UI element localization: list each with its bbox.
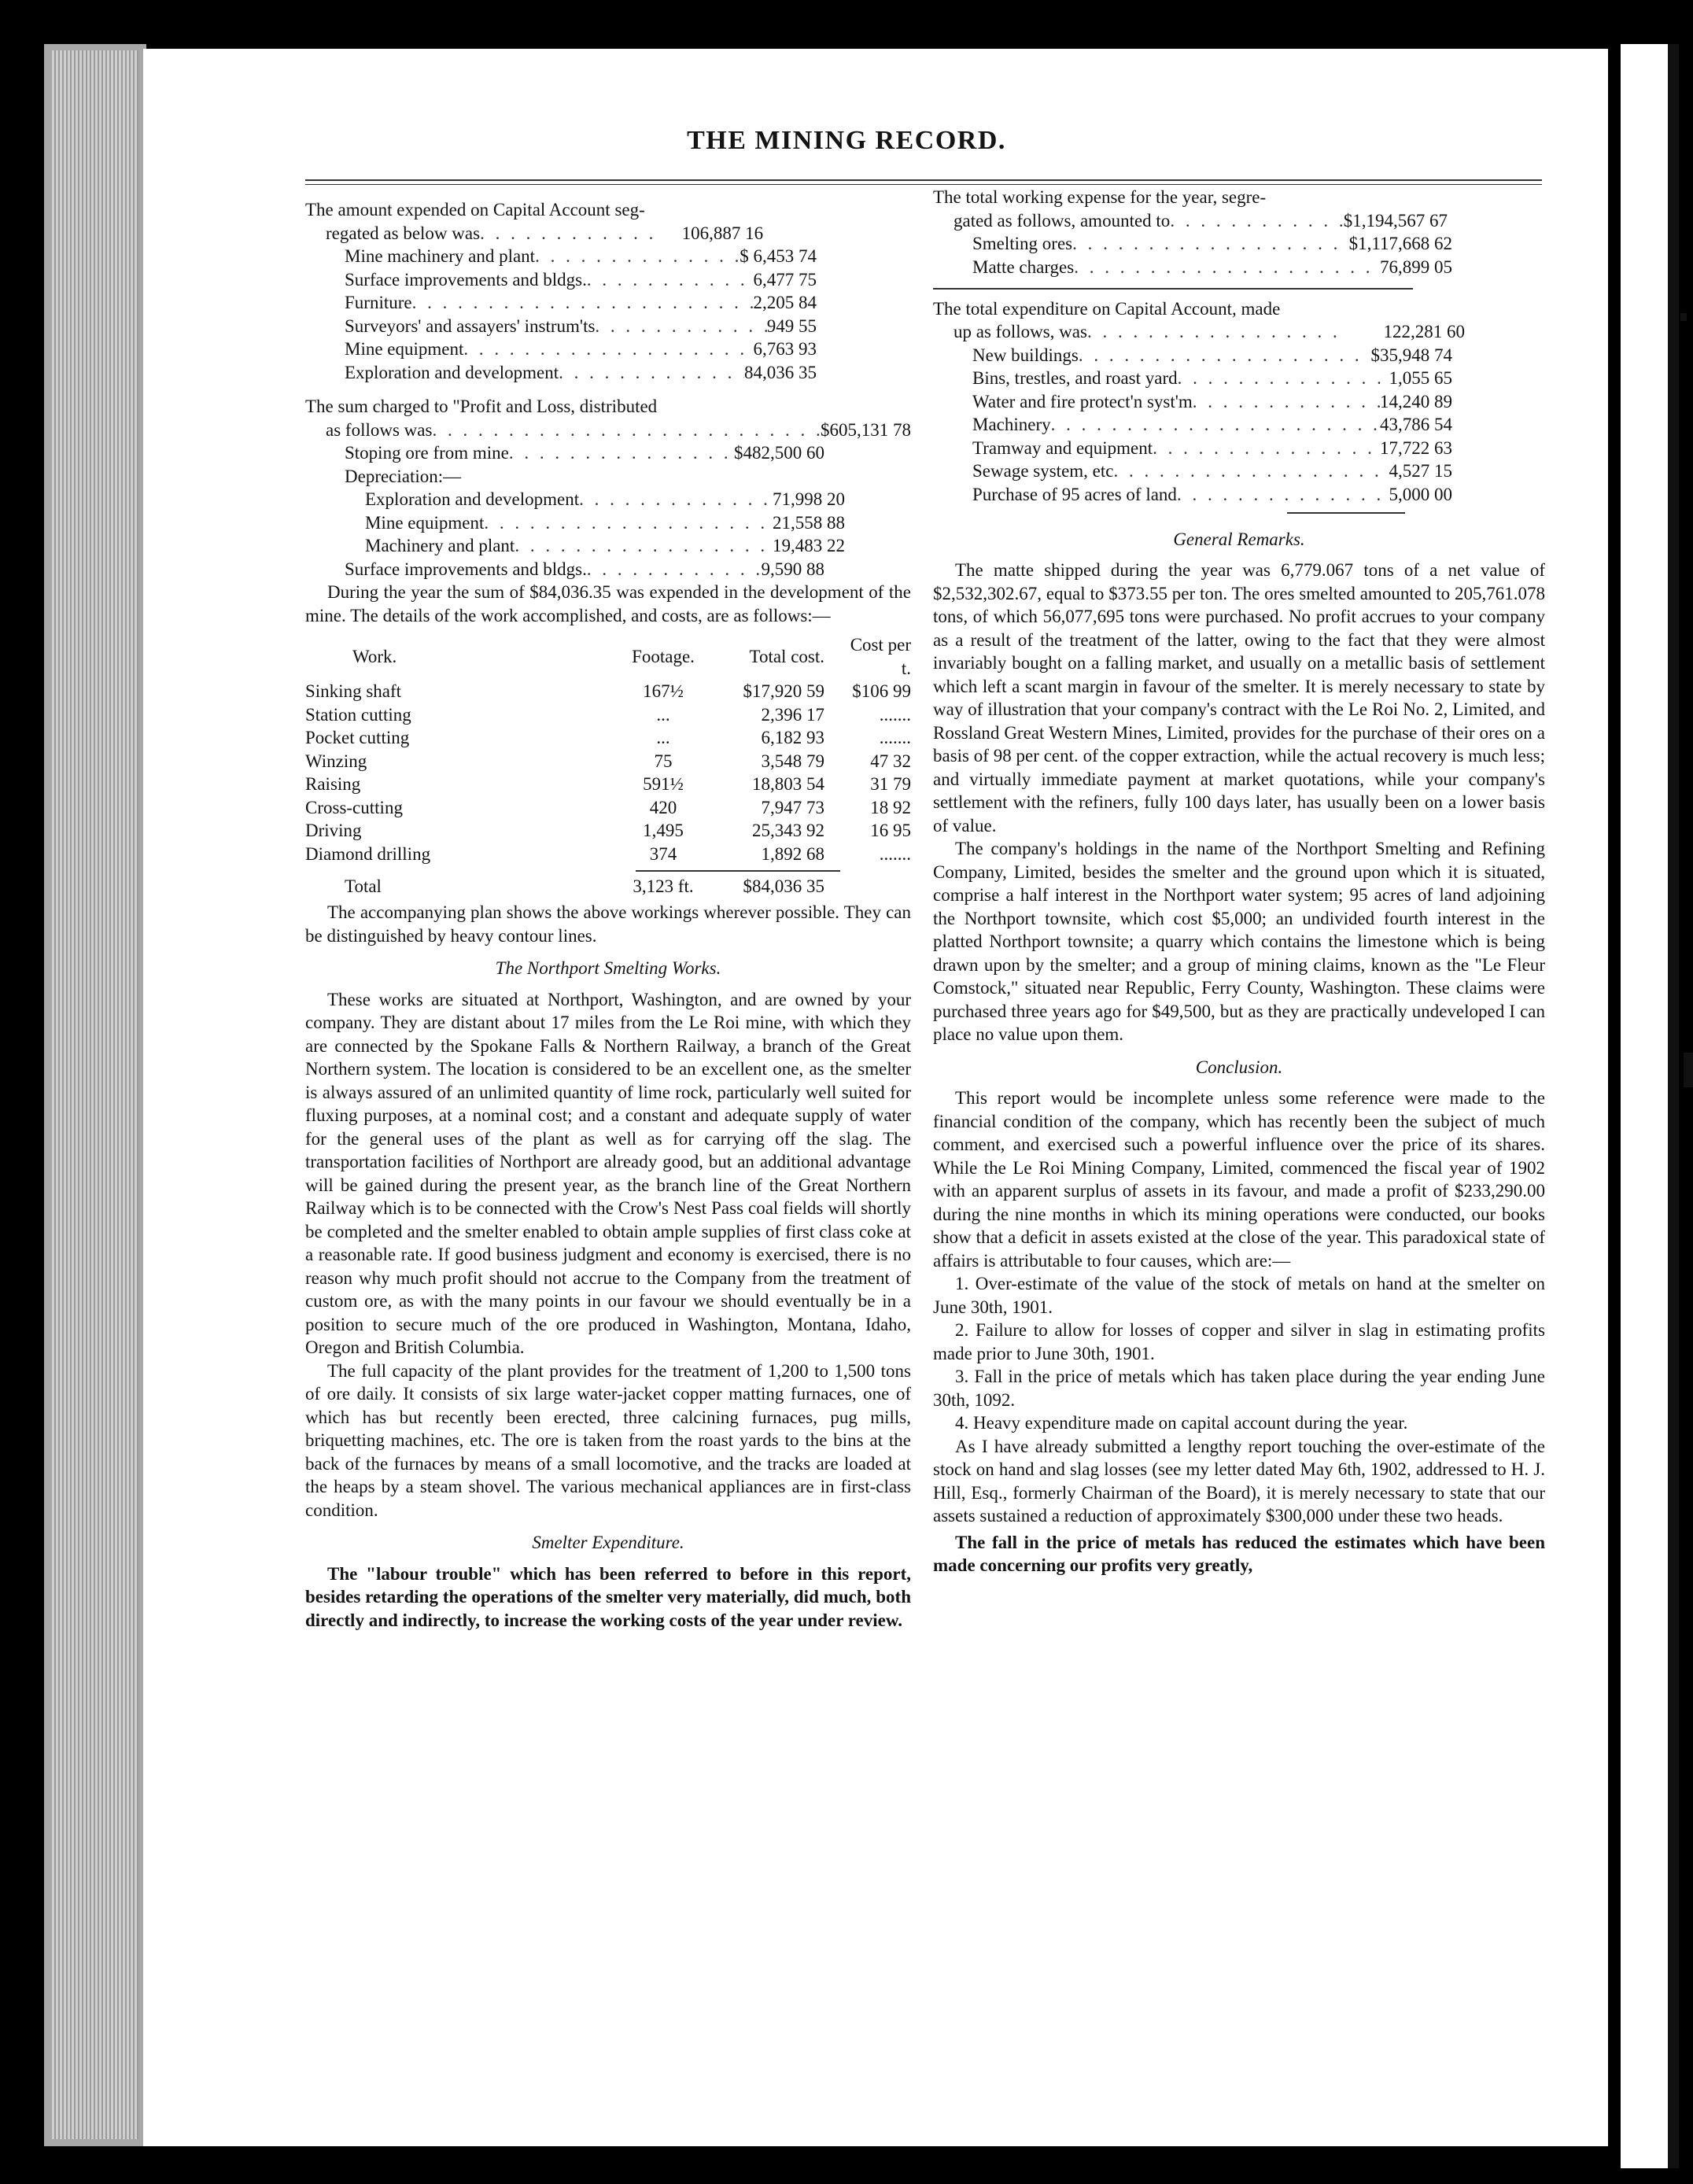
right-capital-item-amount: 14,240 89 [1380, 391, 1452, 411]
total-footage: 3,123 ft. [633, 876, 694, 896]
table-cell: Driving [305, 821, 362, 840]
table-total-row [305, 875, 911, 898]
remarks-heading: General Remarks. [1173, 529, 1305, 549]
pl-intro-2: as follows was [326, 419, 433, 440]
table-cell: Pocket cutting [305, 728, 410, 747]
capital-item [305, 338, 817, 361]
cause-item: 3. Fall in the price of metals which has taken place during the year ending June 30th, 1092. [933, 1367, 1545, 1410]
pl-surface-label: Surface improvements and bldgs. [345, 559, 587, 579]
table-cell: Cross-cutting [305, 797, 403, 817]
right-capital-item [933, 459, 1452, 483]
table-cell: 6,182 93 [761, 728, 824, 747]
pl-total: $605,131 78 [821, 419, 911, 440]
profit-loss-section [305, 395, 911, 581]
book-spine-edge [44, 44, 146, 2146]
table-cell: Diamond drilling [305, 843, 431, 864]
capital-item-label: Mine equipment [345, 339, 464, 359]
header-rule-right [876, 179, 1542, 181]
table-cell: ....... [879, 728, 911, 747]
capital-item-label: Surface improvements and bldgs. [345, 269, 587, 290]
pl-surface-amount: 9,590 88 [761, 559, 824, 579]
right-capital-intro: The total expenditure on Capital Account, made [933, 298, 1281, 319]
table-cell: 25,343 92 [752, 821, 824, 840]
table-cell: 7,947 73 [761, 797, 824, 817]
during-paragraph: During the year the sum of $84,036.35 was expended in the development of the mine. The details of the work accomplished, and costs, are as follows:— [305, 582, 911, 625]
table-cell: Station cutting [305, 704, 411, 725]
total-label: Total [345, 876, 382, 896]
working-item [933, 256, 1452, 279]
table-cell: 420 [649, 797, 677, 817]
capital-item [305, 361, 817, 385]
right-capital-item-amount: 4,527 15 [1389, 461, 1452, 481]
table-cell: 1,892 68 [761, 843, 824, 864]
depreciation-item [305, 511, 845, 535]
table-row [305, 843, 911, 866]
right-capital-item [933, 483, 1452, 507]
right-column [933, 186, 1545, 1577]
pl-stoping-amount: $482,500 60 [734, 443, 824, 463]
depreciation-item-amount: 21,558 88 [773, 512, 845, 533]
table-cell: 1,495 [643, 821, 684, 840]
capital-item-amount: 6,763 93 [753, 339, 817, 359]
table-cell: $17,920 59 [743, 681, 824, 701]
next-page-edge [1621, 44, 1676, 2168]
northport-heading: The Northport Smelting Works. [495, 958, 721, 978]
smelter-heading: Smelter Expenditure. [532, 1533, 684, 1552]
right-capital-item-amount: 17,722 63 [1380, 437, 1452, 458]
table-cell: ....... [879, 843, 911, 864]
right-capital-items [933, 344, 1545, 507]
capital-account-section [305, 198, 911, 384]
right-capital-item [933, 367, 1452, 390]
right-capital-item-amount: $35,948 74 [1370, 345, 1452, 365]
capital-item-amount: 84,036 35 [744, 362, 817, 382]
table-row [305, 703, 911, 727]
table-cell: 374 [649, 843, 677, 864]
right-capital-item [933, 413, 1452, 437]
conclusion-heading: Conclusion. [1195, 1057, 1283, 1077]
right-capital-item-amount: 43,786 54 [1380, 415, 1452, 434]
working-intro: The total working expense for the year, segre- [933, 187, 1267, 207]
table-cell: Raising [305, 774, 361, 794]
conclusion-paragraph-3: The fall in the price of metals has reduced the estimates which have been made concerning our profits very greatly, [933, 1532, 1545, 1575]
capital-intro-2: regated as below was [326, 223, 481, 243]
working-total: $1,194,567 67 [1343, 210, 1448, 231]
right-capital-item-amount: 1,055 65 [1389, 368, 1452, 388]
capital-total: 106,887 16 [681, 223, 764, 243]
column-header: Footage. [632, 646, 695, 666]
cause-item: 4. Heavy expenditure made on capital account during the year. [955, 1413, 1408, 1433]
table-cell: 3,548 79 [761, 751, 824, 771]
right-capital-item-label: Purchase of 95 acres of land [972, 484, 1177, 504]
scan-mark [1680, 313, 1687, 321]
capital-items [305, 245, 911, 384]
header-rule-right-thin [876, 184, 1542, 185]
column-header: Work. [352, 646, 397, 666]
capital-item [305, 291, 817, 315]
depreciation-items [305, 488, 911, 558]
capital-item-label: Exploration and development [345, 362, 559, 382]
table-cell: 47 32 [870, 751, 911, 771]
capital-item-label: Surveyors' and assayers' instrum'ts [345, 315, 596, 336]
depreciation-item-label: Machinery and plant [365, 536, 515, 555]
depreciation-item-amount: 71,998 20 [773, 489, 845, 509]
depreciation-item-label: Exploration and development [365, 489, 580, 509]
table-cell: Winzing [305, 751, 367, 771]
northport-paragraph-2: The full capacity of the plant provides for the treatment of 1,200 to 1,500 tons of ore daily. It consists of six large water-jacket copper matting furnaces, one of which has but recently been erected, three calcining furnaces, pug mills, briquetting machines, etc. The ore is taken from the roast yards to the bins at the back of the furnaces by means of a small locomotive, and the tracks are loaded at the heaps by a steam shovel. The various mechanical appliances are in first-class condition. [305, 1360, 911, 1520]
cause-item: 2. Failure to allow for losses of copper and silver in slag in estimating profits made prior to June 30th, 1901. [933, 1320, 1545, 1363]
working-item [933, 232, 1452, 256]
right-capital-item-label: New buildings [972, 345, 1079, 365]
table-row [305, 796, 911, 820]
capital-item-amount: 2,205 84 [753, 293, 817, 312]
header-rule-left-thin [305, 184, 880, 185]
section-rule [933, 288, 1413, 290]
table-cell: $106 99 [852, 681, 911, 701]
pl-intro: The sum charged to "Profit and Loss, distributed [305, 397, 658, 416]
right-capital-item-label: Water and fire protect'n syst'm [972, 391, 1193, 411]
work-table [305, 633, 911, 898]
capital-item-amount: 949 55 [766, 315, 817, 336]
left-column [305, 198, 911, 1632]
right-capital-intro-2: up as follows, was [953, 322, 1087, 341]
working-item-amount: $1,117,668 62 [1348, 234, 1452, 253]
table-cell: 167½ [643, 681, 684, 701]
plan-paragraph: The accompanying plan shows the above workings wherever possible. They can be distinguished by heavy contour lines. [305, 902, 911, 946]
right-capital-item-amount: 5,000 00 [1389, 484, 1452, 504]
right-capital-item [933, 437, 1452, 460]
working-intro-2: gated as follows, amounted to [953, 210, 1171, 231]
conclusion-paragraph-1: This report would be incomplete unless some reference were made to the financial condition of the company, which has recently been the subject of much comment, and exercised such a powerful influence over the price of its shares. While the Le Roi Mining Company, Limited, commenced the fiscal year of 1902 with an apparent surplus of assets in its favour, and made a profit of $233,290.00 during the nine months in which its mining operations were conducted, our books show that a deficit in assets existed at the close of the year. This paradoxical state of affairs is attributable to four causes, which are:— [933, 1088, 1545, 1271]
table-row [305, 819, 911, 843]
depreciation-item [305, 534, 845, 558]
right-capital-item-label: Machinery [972, 415, 1051, 434]
table-header-row [305, 633, 911, 680]
capital-item [305, 245, 817, 268]
pl-stoping-label: Stoping ore from mine [345, 443, 509, 463]
table-row [305, 726, 911, 750]
capital-item-label: Mine machinery and plant [345, 246, 536, 266]
northport-paragraph-1: These works are situated at Northport, Washington, and are owned by your company. They are distant about 17 miles from the Le Roi mine, with which they are connected by the Spokane Falls & Northern Railway, a branch of the Great Northern system. The location is considered to be an excellent one, as the smelter is always assured of an unlimited quantity of lime rock, particularly well suited for fluxing purposes, at a nominal cost; and a constant and adequate supply of water for the general uses of the plant as well as for carrying off the slag. The transportation facilities of Northport are already good, but an additional advantage will be gained during the present year, as the branch line of the Great Northern Railway which is to be connected with the Crow's Nest Pass coal fields will shortly be completed and the smelter enabled to obtain ample supplies of first class coke at a reasonable rate. If good business judgment and economy is exercised, there is no reason why much profit should not accrue to the Company from the treatment of custom ore, as with the many points in our favour we should eventually be in a position to secure much of the ore produced in Washington, Montana, Idaho, Oregon and British Columbia. [305, 989, 911, 1357]
depreciation-item [305, 488, 845, 511]
right-capital-total: 122,281 60 [1383, 322, 1465, 341]
right-capital-item [933, 344, 1452, 367]
conclusion-paragraph-2: As I have already submitted a lengthy report touching the over-estimate of the stock on hand and slag losses (see my letter dated May 6th, 1902, addressed to H. J. Hill, Esq., formerly Chairman of the Board), it is merely necessary to state that our assets sustained a reduction of approximately $300,000 under these two heads. [933, 1436, 1545, 1525]
pl-depreciation: Depreciation:— [345, 466, 462, 486]
table-cell: 31 79 [870, 774, 911, 794]
cause-item: 1. Over-estimate of the value of the stock of metals on hand at the smelter on June 30th, 1901. [933, 1274, 1545, 1317]
table-cell: ....... [879, 704, 911, 725]
total-cost: $84,036 35 [743, 876, 824, 896]
column-header: Cost per t. [850, 635, 911, 678]
working-expense-section [933, 186, 1545, 279]
capital-item [305, 315, 817, 338]
table-row [305, 680, 911, 703]
working-items [933, 232, 1545, 279]
page-title: THE MINING RECORD. [687, 126, 1006, 155]
table-cell: 2,396 17 [761, 704, 824, 725]
working-item-label: Smelting ores [972, 234, 1073, 253]
total-rule [1287, 512, 1405, 514]
depreciation-item-amount: 19,483 22 [773, 536, 845, 555]
scan-mark [1684, 1053, 1693, 1087]
working-item-label: Matte charges [972, 256, 1075, 277]
table-row [305, 750, 911, 773]
capital-intro: The amount expended on Capital Account seg- [305, 200, 645, 220]
header-rule-left [305, 179, 880, 181]
working-item-amount: 76,899 05 [1380, 256, 1452, 277]
capital-expenditure-section [933, 297, 1545, 507]
capital-item-label: Furniture [345, 293, 412, 312]
table-row [305, 773, 911, 796]
table-cell: 18 92 [870, 797, 911, 817]
causes-list [933, 1272, 1545, 1435]
right-capital-item [933, 390, 1452, 414]
right-capital-item-label: Sewage system, etc [972, 461, 1114, 481]
table-cell: ... [656, 728, 670, 747]
column-header: Total cost. [749, 646, 824, 666]
capital-item-amount: $ 6,453 74 [740, 246, 817, 266]
table-cell: Sinking shaft [305, 681, 402, 701]
table-cell: 75 [654, 751, 673, 771]
table-cell: 16 95 [870, 821, 911, 840]
table-cell: 591½ [643, 774, 684, 794]
remarks-paragraph-1: The matte shipped during the year was 6,779.067 tons of a net value of $2,532,302.67, equal to $373.55 per ton. The ores smelted amounted to 205,761.078 tons, of which 56,077,695 tons were purchased. No profit accrues to your company as a result of the treatment of the latter, owing to the fact that they were almost invariably bought on a falling market, and usually on a metallic basis of settlement which left a scant margin in favour of the smelter. It is merely necessary to state by way of illustration that your company's contract with the Le Roi No. 2, Limited, and Rossland Great Western Mines, Limited, provides for the purchase of their ores on a basis of 98 per cent. of the copper extraction, while the actual recovery is much less; and virtually immediate payment at market quotations, while your company's settlement with the refiners, fully 100 days later, has usually been on a lower basis of value. [933, 560, 1545, 836]
smelter-paragraph: The "labour trouble" which has been referred to before in this report, besides retarding the operations of the smelter very materially, did much, both directly and indirectly, to increase the working costs of the year under review. [305, 1563, 911, 1630]
capital-item-amount: 6,477 75 [753, 269, 817, 290]
table-cell: 18,803 54 [752, 774, 824, 794]
remarks-paragraph-2: The company's holdings in the name of the Northport Smelting and Refining Company, Limited, besides the smelter and the ground upon which it is situated, comprise a half interest in the Northport water system; 95 acres of land adjoining the Northport townsite, which cost $5,000; an undivided fourth interest in the platted Northport townsite; a quarry which contains the limestone which is being drawn upon by the smelter; and a group of mining claims, known as the "Le Fleur Comstock," situated near Republic, Ferry County, Washington. These claims were purchased three years ago for $49,500, but as they are practically undeveloped I can place no value upon them. [933, 839, 1545, 1044]
table-cell: ... [656, 704, 670, 725]
capital-item [305, 268, 817, 292]
right-capital-item-label: Tramway and equipment [972, 437, 1153, 458]
depreciation-item-label: Mine equipment [365, 512, 485, 533]
right-capital-item-label: Bins, trestles, and roast yard [972, 368, 1178, 388]
